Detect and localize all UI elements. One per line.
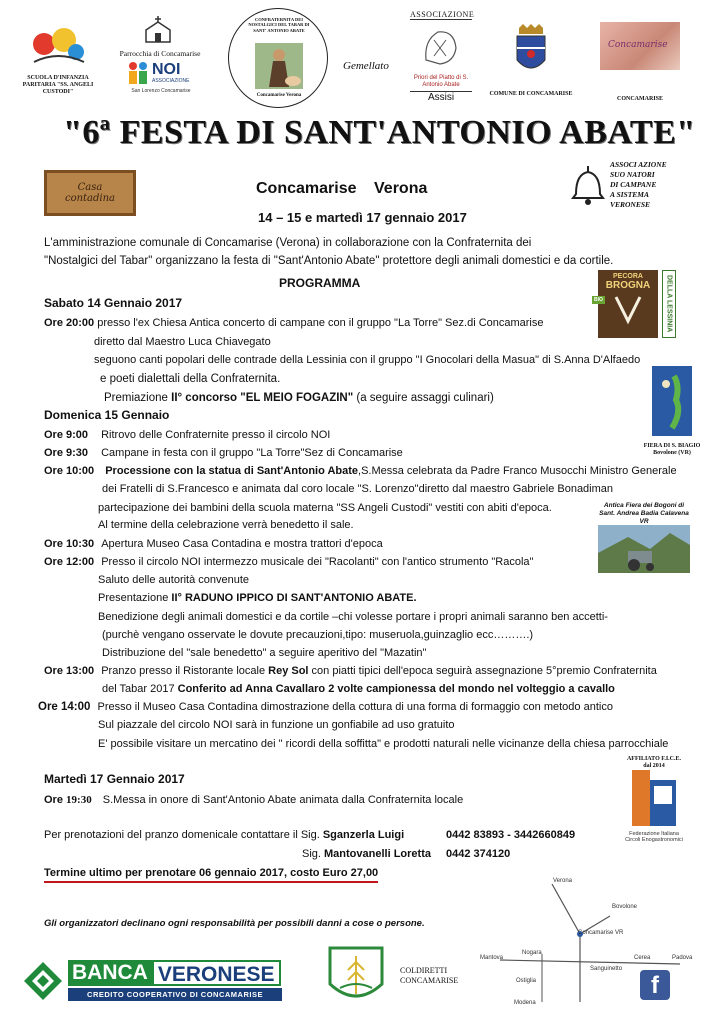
row-5-line-2: Saluto delle autorità convenute — [98, 574, 250, 586]
fiera-figure-icon — [652, 366, 692, 436]
sig-label: Sig. — [302, 848, 325, 860]
rey-sol-bold: Rey Sol — [268, 665, 309, 677]
domenica-row-2 — [44, 446, 403, 460]
map-modena: Modena — [514, 1000, 536, 1006]
row-5-line-3 — [98, 591, 417, 605]
noi-sub: ASSOCIAZIONE — [152, 78, 190, 84]
sabato-text-2: diretto dal Maestro Luca Chiavegato — [94, 336, 271, 348]
noi-text: NOI — [152, 61, 181, 78]
assisi-label: Assisi — [410, 91, 472, 103]
raduno-bold: II° RADUNO IPPICO DI SANT'ANTONIO ABATE. — [171, 592, 417, 604]
map-padova: Padova — [672, 955, 693, 961]
comune-logo — [486, 22, 576, 102]
time-10-00: Ore 10:00 — [44, 465, 95, 477]
sabato-text-1: presso l'ex Chiesa Antica concerto di campane con il gruppo "La Torre" Sez.di Concamarise — [97, 317, 544, 329]
map-mantova: Mantova — [480, 955, 504, 961]
domenica-row-4 — [44, 537, 383, 551]
contact-phone-2: 0442 374120 — [446, 848, 511, 860]
saint-antonio-icon — [255, 43, 303, 89]
fice-logo — [612, 756, 696, 860]
fiera-biagio-caption: FIERA DI S. BIAGIO — [643, 443, 701, 449]
concamarise-logo-text: Concamarise — [608, 40, 668, 50]
row-3-rest: ,S.Messa celebrata da Padre Franco Musocchi Ministro Generale — [358, 465, 677, 477]
fice-federazione: Federazione Italiana — [629, 831, 679, 838]
prenotazioni-row-2 — [302, 847, 431, 861]
confraternita-bottom: Concamarise Verona — [256, 93, 302, 98]
campane-line-2: SUO NATORI — [610, 170, 655, 179]
sheep-icon — [598, 291, 658, 327]
pecora-brogna-logo — [594, 270, 658, 338]
time-9-30: Ore 9:30 — [44, 447, 89, 459]
school-caption: SCUOLA D'INFANZIA PARITARIA "SS. ANGELI CUSTODI" — [22, 75, 94, 95]
tabar-pre: del Tabar 2017 — [102, 683, 178, 695]
programma-label: PROGRAMMA — [279, 276, 361, 290]
sabato-text-4: e poeti dialettali della Confraternita. — [100, 373, 281, 385]
premiazione-post: (a seguire assaggi culinari) — [353, 392, 494, 404]
priori-emblem-icon — [410, 20, 472, 70]
fiera-biagio-sub: Bovolone (VR) — [653, 450, 691, 457]
row-3-line-3: partecipazione dei bambini della scuola materna "SS Angeli Custodi" vestiti con abiti d'epoca. — [98, 502, 552, 514]
bank-name-box — [68, 960, 281, 986]
row-4-text: Apertura Museo Casa Contadina e mostra trattori d'epoca — [101, 538, 383, 550]
bogoni-fair — [598, 502, 690, 582]
priori-logo — [410, 10, 475, 114]
parrocchia-logo — [112, 14, 208, 58]
row-5-line-4: Benedizione degli animali domestici e da cortile –chi volesse portare i propri animali saranno ben accetti- — [98, 611, 608, 623]
domenica-heading: Domenica 15 Gennaio — [44, 408, 170, 422]
brogna-text: BROGNA — [605, 280, 651, 291]
processione-bold: Processione con la statua di Sant'Antonio Abate — [105, 465, 359, 477]
row-7-text: Presso il Museo Casa Contadina dimostrazione della cottura di una forma di formaggio con metodo antico — [97, 701, 613, 713]
school-emblem-icon — [18, 22, 98, 70]
row-5-text: Presso il circolo NOI intermezzo musicale dei "Racolanti" con l'antico strumento "Racola" — [101, 556, 534, 568]
martedi-time-ore: Ore — [44, 794, 63, 806]
map-cerea: Cerea — [634, 955, 651, 961]
facebook-icon[interactable]: f — [640, 970, 670, 1000]
martedi-text: S.Messa in onore di Sant'Antonio Abate animata dalla Confraternita locale — [102, 794, 464, 806]
noi-logo — [126, 60, 196, 100]
contact-name-1: Sganzerla Luigi — [322, 829, 405, 841]
row-3-line-2: dei Fratelli di S.Francesco e animata dal coro locale "S. Lorenzo"diretto dal maestro Gabriele Bonadiman — [102, 483, 614, 495]
concamarise-photo-logo — [600, 22, 680, 104]
row-5-line-5: (purchè vengano osservate le dovute precauzioni,tipo: museruola,guinzaglio ecc……….) — [102, 629, 534, 641]
bio-badge: BIO — [594, 297, 603, 303]
disclaimer: Gli organizzatori declinano ogni responsabilità per possibili danni a cose o persone. — [44, 918, 425, 929]
sabato-text-3: seguono canti popolari delle contrade della Lessinia con il gruppo "I Gnocolari della Masua" di S.Anna D'Alfaedo — [94, 354, 641, 366]
time-12-00: Ore 12:00 — [44, 556, 95, 568]
bogoni-caption: Antica Fiera dei Bogoni di Sant. Andrea Badia Calavena VR — [599, 502, 689, 525]
town2: Verona — [374, 180, 428, 197]
row-1-text: Ritrovo delle Confraternite presso il circolo NOI — [101, 429, 331, 441]
map-bovolone: Bovolone — [612, 904, 638, 910]
event-dates: 14 – 15 e martedì 17 gennaio 2017 — [258, 210, 467, 225]
domenica-row-6 — [44, 664, 657, 678]
premiazione-pre: Premiazione — [104, 392, 172, 404]
banca-veronese-logo — [22, 958, 292, 1006]
row-3-line-4: Al termine della celebrazione verrà benedetto il sale. — [98, 519, 354, 531]
sabato-row — [44, 316, 544, 330]
row-7-line-2: Sul piazzale del circolo NOI sarà in funzione un gonfiabile ad uso gratuito — [98, 719, 455, 731]
martedi-time-value: 19:30 — [66, 794, 92, 806]
time-9-00: Ore 9:00 — [44, 429, 89, 441]
pranzo-pre: Pranzo presso il Ristorante locale — [101, 665, 269, 677]
priori-caption: Priori del Piatto di S. Antonio Abate — [413, 75, 469, 88]
booking-deadline: Termine ultimo per prenotare 06 gennaio 2017, costo Euro 27,00 — [44, 866, 378, 883]
bell-icon — [570, 164, 606, 208]
prenotazioni-pre: Per prenotazioni del pranzo domenicale contattare il Sig. — [44, 829, 323, 841]
parrocchia-caption: Parrocchia di Concamarise — [119, 49, 201, 58]
campane-association — [570, 160, 710, 216]
hands-photo — [600, 22, 680, 70]
casa-contadina-sign — [44, 170, 136, 216]
fice-circoli: Circoli Enogastronomici — [625, 837, 683, 844]
associazione-label: ASSOCIAZIONE — [410, 10, 475, 19]
map-concamarise: Concamarise VR — [578, 930, 624, 936]
row-2-text: Campane in festa con il gruppo "La Torre"Sez di Concamarise — [101, 447, 403, 459]
domenica-row-5 — [44, 555, 533, 569]
row-5-line-6: Distribuzione del "sale benedetto" a seguire aperitivo del "Mazatin" — [102, 647, 427, 659]
bank-name-1: BANCA — [68, 960, 152, 986]
noi-figures-icon — [126, 60, 150, 86]
row-6-line-2 — [102, 682, 615, 696]
campane-line-5: VERONESE — [610, 200, 651, 209]
intro-line-2: "Nostalgici del Tabar" organizzano la festa di "Sant'Antonio Abate" protettore degli animali domestici e da cortile. — [44, 255, 614, 267]
domenica-row-1 — [44, 428, 330, 442]
premiazione-bold: II° concorso "EL MEIO FOGAZIN" — [171, 392, 354, 404]
page-title: "6ª FESTA DI SANT'ANTONIO ABATE" — [63, 114, 696, 151]
cavallaro-bold: Conferito ad Anna Cavallaro 2 volte campionessa del mondo nel volteggio a cavallo — [177, 683, 615, 695]
pranzo-post: con piatti tipici dell'epoca seguirà assegnazione 5°premio Confraternita — [308, 665, 657, 677]
map-sanguinetto: Sanguinetto — [590, 966, 623, 972]
fiera-biagio-logo — [640, 366, 704, 460]
bcc-emblem-icon — [22, 960, 64, 1002]
campane-line-3: DI CAMPANE — [610, 180, 657, 189]
confraternita-seal — [228, 8, 328, 108]
bank-name-2: VERONESE — [152, 960, 281, 986]
time-14-00: Ore 14:00 — [38, 701, 91, 713]
campane-line-4: A SISTEMA — [610, 190, 649, 199]
time-13-00: Ore 13:00 — [44, 665, 95, 677]
contact-name-2: Mantovanelli Loretta — [324, 848, 431, 860]
pecora-text: PECORA — [613, 273, 643, 280]
campane-line-1: ASSOCI AZIONE — [610, 160, 667, 169]
martedi-heading: Martedì 17 Gennaio 2017 — [44, 772, 185, 786]
bank-sub: CREDITO COOPERATIVO DI CONCAMARISE — [68, 988, 282, 1001]
casa-contadina-text: Casa contadina — [64, 182, 116, 204]
coldiretti-label: COLDIRETTI — [400, 966, 448, 975]
sabato-heading: Sabato 14 Gennaio 2017 — [44, 296, 183, 310]
map-ostiglia: Ostiglia — [516, 978, 537, 984]
gemellato-label: Gemellato — [343, 60, 389, 72]
sabato-time: Ore 20:00 — [44, 317, 95, 329]
fice-dal: dal 2014 — [643, 763, 665, 770]
confraternita-ring-text: CONFRATERNITA DEI NOSTALGICI DEL TABAR DI SANT' ANTONIO ABATE — [248, 17, 310, 33]
martedi-row — [44, 793, 463, 807]
intro-line-1: L'amministrazione comunale di Concamarise (Verona) in collaborazione con la Confraternita dei — [44, 237, 532, 249]
lessinia-text: DELLA LESSINIA — [665, 275, 673, 333]
domenica-row-3 — [44, 464, 677, 478]
map-verona: Verona — [553, 878, 573, 884]
town1: Concamarise — [256, 180, 357, 197]
coldiretti-emblem-icon — [324, 944, 388, 1010]
time-10-30: Ore 10:30 — [44, 538, 95, 550]
tractor-photo-icon — [598, 525, 690, 573]
school-logo — [18, 22, 98, 100]
fice-affiliato: AFFILIATO F.I.C.E. — [626, 756, 682, 762]
fice-emblem-icon — [632, 770, 676, 826]
domenica-row-7 — [38, 700, 613, 714]
concamarise-caption: CONCAMARISE — [616, 96, 663, 102]
lessinia-vertical — [662, 270, 676, 338]
raduno-pre: Presentazione — [98, 592, 172, 604]
coldiretti-logo — [324, 944, 388, 1010]
prenotazioni-row-1 — [44, 828, 404, 842]
comune-caption: COMUNE DI CONCAMARISE — [489, 91, 573, 97]
row-7-line-3: E' possibile visitare un mercatino dei " ricordi della soffitta" e prodotti naturali nelle vicinanze della chiesa parrocchiale — [98, 738, 669, 750]
noi-caption: San Lorenzo Concamarise — [131, 88, 191, 94]
coldiretti-place: CONCAMARISE — [400, 976, 459, 985]
church-icon — [138, 14, 178, 44]
coat-of-arms-icon — [513, 22, 549, 78]
contact-phone-1: 0442 83893 - 3442660849 — [446, 829, 576, 841]
sabato-text-5 — [104, 391, 494, 405]
map-nogara: Nogara — [522, 950, 542, 956]
